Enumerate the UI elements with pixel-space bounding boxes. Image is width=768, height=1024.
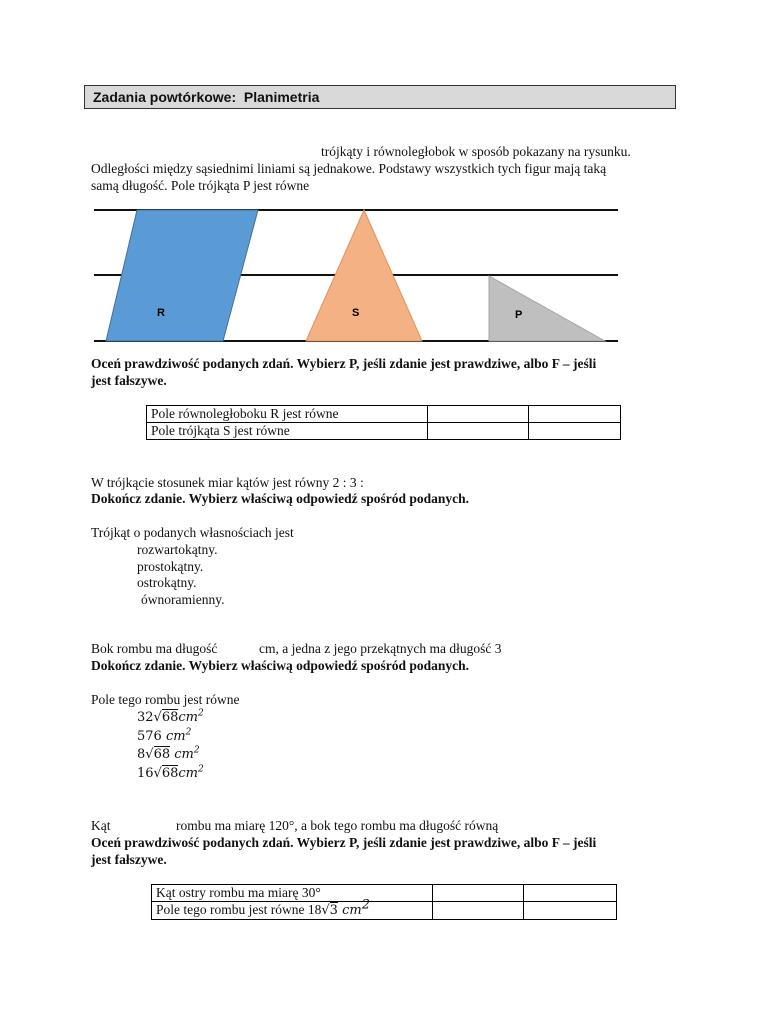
- task2-option-b[interactable]: prostokątny.: [137, 559, 204, 574]
- task3-option-d[interactable]: $16√68cm^2$: [137, 764, 204, 781]
- answer-p-cell[interactable]: [428, 406, 529, 423]
- task1-line1: trójkąty i równoległobok w sposób pokazany na rysunku.: [321, 144, 631, 159]
- task3-option-c[interactable]: 8√68 $cm^2$: [137, 745, 200, 762]
- answer-f-cell[interactable]: [524, 902, 617, 920]
- statement-cell: Kąt ostry rombu ma miarę 30°: [152, 885, 433, 902]
- answer-p-cell[interactable]: [428, 423, 529, 440]
- answer-p-cell[interactable]: [433, 902, 524, 920]
- task1-line2: Odległości między sąsiednimi liniami są jednakowe. Podstawy wszystkich tych figur mają taką: [91, 161, 607, 176]
- task3-option-a[interactable]: $32√68cm^2$: [137, 708, 204, 725]
- label-r: R: [157, 307, 165, 319]
- statement-cell: Pole tego rombu jest równe 18√3 $cm^2$: [152, 902, 433, 920]
- task2-option-d[interactable]: ównoramienny.: [141, 592, 225, 607]
- task1-table: [146, 405, 621, 440]
- figures-diagram: [0, 0, 768, 360]
- parallelogram-r: [106, 210, 258, 341]
- task2-line1: W trójkącie stosunek miar kątów jest równy 2 : 3 :: [91, 475, 364, 490]
- table-row: [147, 406, 621, 423]
- task1-instruction-2: jest fałszywe.: [91, 373, 167, 388]
- task2-stem: Trójkąt o podanych własnościach jest: [91, 525, 294, 540]
- task3-instruction: Dokończ zdanie. Wybierz właściwą odpowiedź spośród podanych.: [91, 658, 470, 673]
- triangle-p: [489, 276, 605, 341]
- task4-instruction-1: Oceń prawdziwość podanych zdań. Wybierz P, jeśli zdanie jest prawdziwe, albo F – jeśli: [91, 835, 597, 850]
- label-p: P: [515, 309, 523, 321]
- table-row: [147, 423, 621, 440]
- answer-f-cell[interactable]: [529, 406, 621, 423]
- task3-line1b: cm, a jedna z jego przekątnych ma długość 3: [259, 641, 502, 656]
- task4-table: [151, 884, 617, 920]
- answer-f-cell[interactable]: [524, 885, 617, 902]
- page-title: Zadania powtórkowe: Planimetria: [84, 85, 676, 109]
- task1-instruction-1: Oceń prawdziwość podanych zdań. Wybierz P, jeśli zdanie jest prawdziwe, albo F – jeśli: [91, 356, 597, 371]
- task2-option-a[interactable]: rozwartokątny.: [137, 542, 218, 557]
- answer-f-cell[interactable]: [529, 423, 621, 440]
- statement-cell: Pole równoległoboku R jest równe: [147, 406, 428, 423]
- task1-line3: samą długość. Pole trójkąta P jest równe: [91, 178, 310, 193]
- task4-instruction-2: jest fałszywe.: [91, 852, 167, 867]
- task2-option-c[interactable]: ostrokątny.: [137, 575, 197, 590]
- table-row: [152, 885, 617, 902]
- task3-option-b[interactable]: 576 $cm^2$: [137, 727, 192, 744]
- table-row: [152, 902, 617, 920]
- label-s: S: [352, 307, 360, 319]
- task3-stem: Pole tego rombu jest równe: [91, 692, 240, 707]
- answer-p-cell[interactable]: [433, 885, 524, 902]
- statement-cell: Pole trójkąta S jest równe: [147, 423, 428, 440]
- task3-line1a: Bok rombu ma długość: [91, 641, 218, 656]
- task4-line1b: rombu ma miarę 120°, a bok tego rombu ma długość równą: [176, 818, 499, 833]
- task2-instruction: Dokończ zdanie. Wybierz właściwą odpowiedź spośród podanych.: [91, 491, 470, 506]
- task4-line1a: Kąt: [91, 818, 111, 833]
